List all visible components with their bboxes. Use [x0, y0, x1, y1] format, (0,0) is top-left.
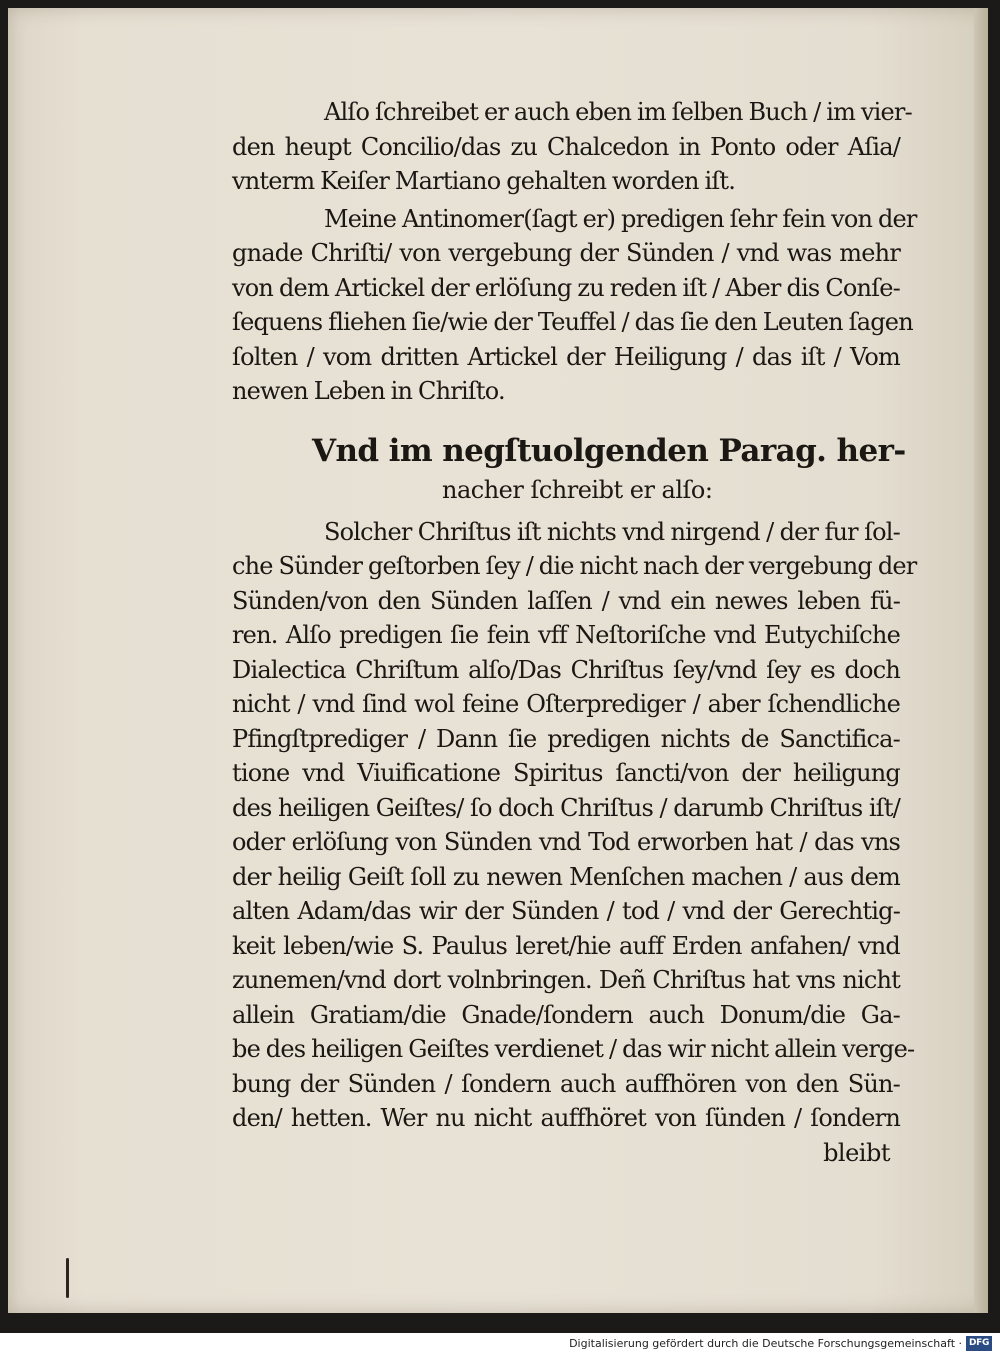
catchword: bleibt — [823, 1138, 890, 1167]
text-line: allein Gratiam/die Gnade/ſondern auch Donum/die Ga- — [232, 1000, 900, 1029]
text-line: keit leben/wie S. Paulus leret/hie auff Erden anfahen/ vnd — [232, 931, 900, 960]
text-line: alten Adam/das wir der Sünden / tod / vnd der Gerechtig- — [232, 897, 900, 925]
text-line: gnade Chriſti/ von vergebung der Sünden / vnd was mehr — [232, 239, 900, 267]
text-line: Dialectica Chriſtum alſo/Das Chriſtus ſey/vnd ſey es doch — [232, 655, 900, 684]
text-line: oder erlöſung von Sünden vnd Tod erworben hat / das vns — [232, 828, 900, 856]
dfg-logo: DFG — [966, 1336, 992, 1351]
text-line: che Sünder geſtorben ſey / die nicht nach der vergebung der — [232, 552, 917, 580]
margin-mark — [66, 1258, 69, 1298]
text-line: tione vnd Viuificatione Spiritus ſancti/von der heiligung — [232, 759, 900, 787]
text-line: Alſo ſchreibet er auch eben im ſelben Buch / im vier- — [324, 98, 912, 126]
section-subheading: nacher ſchreibt er alſo: — [442, 475, 713, 504]
text-line: vnterm Keiſer Martiano gehalten worden iſt. — [232, 167, 736, 195]
text-line: ſolten / vom dritten Artickel der Heiligung / das iſt / Vom — [232, 342, 900, 371]
page-edge — [974, 8, 988, 1313]
text-line: des heiligen Geiſtes/ ſo doch Chriſtus / darumb Chriſtus iſt/ — [232, 793, 900, 822]
text-line: Sünden/von den Sünden laſſen / vnd ein newes leben fü- — [232, 586, 900, 615]
text-line: zunemen/vnd dort volnbringen. Deñ Chriſtus hat vns nicht — [232, 966, 900, 994]
text-line: Meine Antinomer(ſagt er) predigen ſehr fein von der — [324, 204, 917, 233]
text-line: den/ hetten. Wer nu nicht auffhöret von ſünden / ſondern — [232, 1104, 900, 1132]
text-line: der heilig Geiſt ſoll zu newen Menſchen machen / aus dem — [232, 862, 900, 891]
text-line: ren. Alſo predigen ſie fein vff Neſtoriſche vnd Eutychiſche — [232, 621, 900, 649]
text-line: Pfingſtprediger / Dann ſie predigen nichts de Sanctifica- — [232, 724, 900, 753]
text-line: Solcher Chriſtus iſt nichts vnd nirgend / der fur ſol- — [324, 517, 900, 546]
section-heading: Vnd im negſtuolgenden Parag. her- — [312, 432, 906, 469]
text-line: newen Leben in Chriſto. — [232, 377, 505, 405]
text-block — [232, 95, 917, 1170]
text-line: bung der Sünden / ſondern auch auffhören von den Sün- — [232, 1069, 900, 1098]
paragraph-1 — [232, 95, 912, 199]
text-line: ſequens fliehen ſie/wie der Teuffel / das ſie den Leuten ſagen — [232, 308, 913, 336]
text-line: von dem Artickel der erlöſung zu reden iſt / Aber dis Conſe- — [232, 273, 900, 302]
paragraph-2 — [232, 202, 917, 409]
text-line: be des heiligen Geiſtes verdienet / das wir nicht allein verge- — [232, 1035, 915, 1063]
text-line: nicht / vnd ſind wol feine Oſterprediger / aber ſchendliche — [232, 690, 900, 718]
text-line: den heupt Concilio/das zu Chalcedon in Ponto oder Aſia/ — [232, 132, 900, 161]
footer-bar — [0, 1333, 1000, 1356]
paragraph-3 — [232, 515, 917, 1136]
funding-credit: Digitalisierung gefördert durch die Deutsche Forschungsgemeinschaft · — [569, 1337, 962, 1350]
